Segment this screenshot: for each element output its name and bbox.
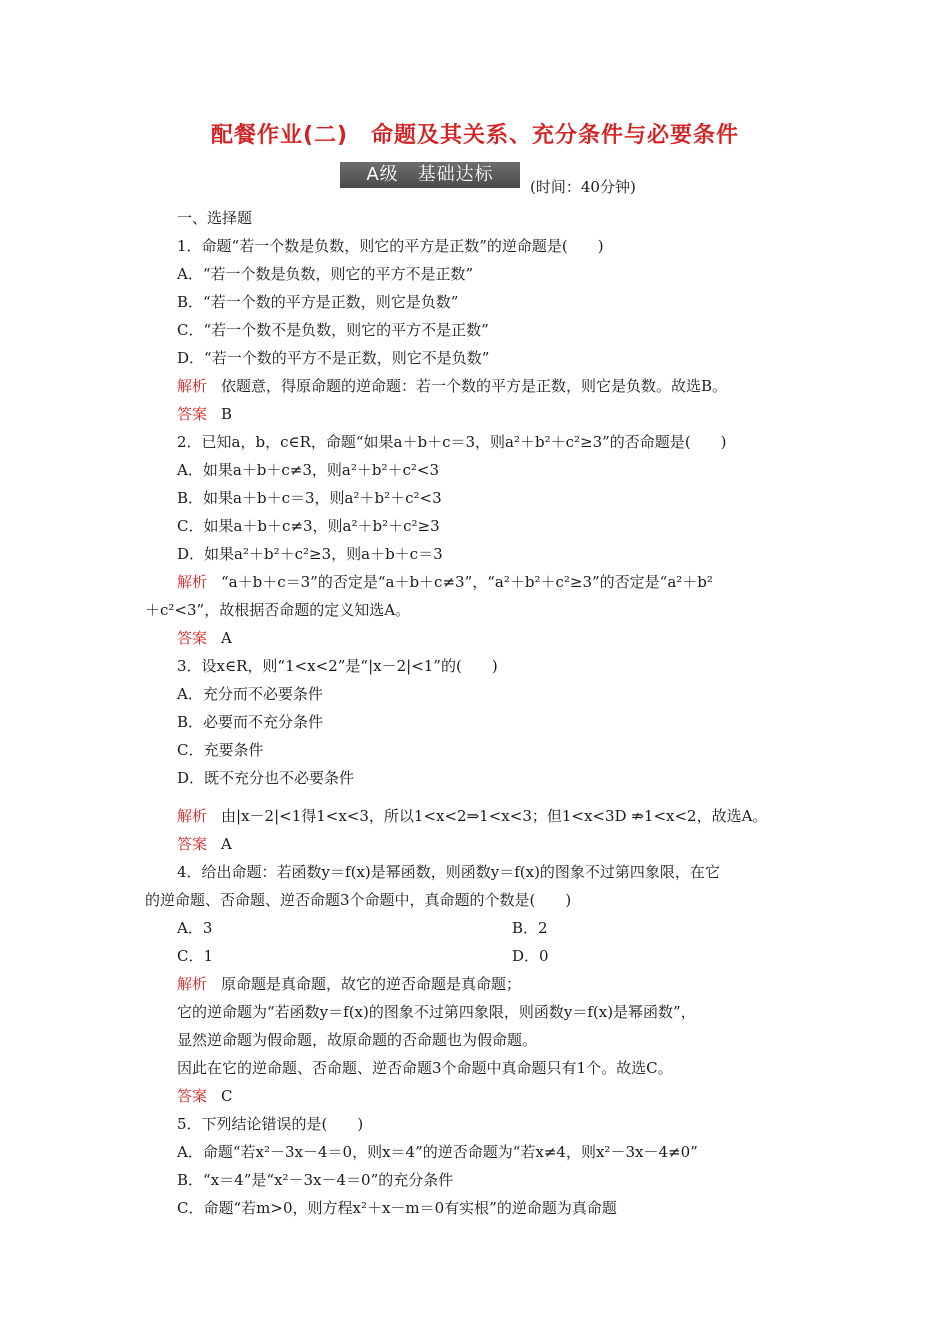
q4-stem: 4．给出命题：若函数y＝f(x)是幂函数，则函数y＝f(x)的图象不过第四象限，在它	[177, 863, 720, 881]
q4-option-a: A．3	[177, 919, 213, 937]
q2-option-a: A．如果a＋b＋c≠3，则a²＋b²＋c²<3	[177, 461, 439, 479]
q2-option-d: D．如果a²＋b²＋c²≥3，则a＋b＋c＝3	[177, 545, 443, 563]
q3-answer	[145, 830, 810, 858]
q3-option-a: A．充分而不必要条件	[177, 685, 323, 703]
question-list	[145, 204, 810, 1222]
q2-stem: 2．已知a，b，c∈R，命题“如果a＋b＋c＝3，则a²＋b²＋c²≥3”的否命题是( )	[177, 433, 727, 451]
q2-option-b: B．如果a＋b＋c＝3，则a²＋b²＋c²<3	[177, 489, 442, 507]
q5-option-a: A．命题“若x²－3x－4＝0，则x＝4”的逆否命题为“若x≠4，则x²－3x－4≠0”	[177, 1143, 698, 1161]
q4-options-row-1	[145, 914, 810, 942]
q4-answer	[145, 1082, 810, 1110]
q3-stem: 3．设x∈R，则“1<x<2”是“|x－2|<1”的( )	[177, 657, 498, 675]
analysis-tag: 解析	[177, 573, 208, 591]
q2-answer	[145, 624, 810, 652]
q4-analysis-2: 它的逆命题为“若函数y＝f(x)的图象不过第四象限，则函数y＝f(x)是幂函数”，	[177, 1003, 696, 1021]
q4-answer-value: C	[221, 1087, 233, 1105]
q3-option-d: D．既不充分也不必要条件	[177, 769, 355, 787]
q5-option-b: B．“x＝4”是“x²－3x－4＝0”的充分条件	[177, 1171, 454, 1189]
q3-option-c: C．充要条件	[177, 741, 264, 759]
q5-option-c: C．命题“若m>0，则方程x²＋x－m＝0有实根”的逆命题为真命题	[177, 1199, 617, 1217]
analysis-tag: 解析	[177, 807, 208, 825]
q4-analysis-3: 显然逆命题为假命题，故原命题的否命题也为假命题。	[177, 1031, 538, 1049]
q1-option-d: D．“若一个数的平方不是正数，则它不是负数”	[177, 349, 490, 367]
q1-analysis-text: 依题意，得原命题的逆命题：若一个数的平方是正数，则它是负数。故选B。	[221, 377, 728, 395]
q4-option-b: B．2	[512, 919, 548, 937]
q4-analysis-4: 因此在它的逆命题、否命题、逆否命题3个命题中真命题只有1个。故选C。	[177, 1059, 673, 1077]
analysis-tag: 解析	[177, 377, 208, 395]
q1-option-c: C．“若一个数不是负数，则它的平方不是正数”	[177, 321, 489, 339]
time-note: (时间：40分钟)	[530, 178, 636, 196]
q4-analysis	[145, 970, 810, 998]
q3-analysis	[145, 802, 810, 830]
answer-tag: 答案	[177, 405, 208, 423]
q4-stem-cont: 的逆命题、否命题、逆否命题3个命题中，真命题的个数是( )	[145, 891, 572, 909]
q4-options-row-2	[145, 942, 810, 970]
answer-tag: 答案	[177, 835, 208, 853]
analysis-tag: 解析	[177, 975, 208, 993]
q1-option-b: B．“若一个数的平方是正数，则它是负数”	[177, 293, 459, 311]
answer-tag: 答案	[177, 629, 208, 647]
q1-option-a: A．“若一个数是负数，则它的平方不是正数”	[177, 265, 474, 283]
q4-option-c: C．1	[177, 947, 214, 965]
q4-option-d: D．0	[512, 947, 549, 965]
q4-analysis-text-1: 原命题是真命题，故它的逆否命题是真命题；	[221, 975, 522, 993]
q2-analysis	[145, 568, 810, 596]
q1-analysis	[145, 372, 810, 400]
q2-analysis-cont: ＋c²<3”，故根据否命题的定义知选A。	[145, 601, 411, 619]
q3-option-b: B．必要而不充分条件	[177, 713, 324, 731]
answer-tag: 答案	[177, 1087, 208, 1105]
q2-answer-value: A	[221, 629, 232, 647]
q1-answer-value: B	[221, 405, 233, 423]
q3-analysis-text: 由|x－2|<1得1<x<3，所以1<x<2⇒1<x<3；但1<x<3D ⇏1<x<2，故选A。	[221, 807, 768, 825]
page-title: 配餐作业(二) 命题及其关系、充分条件与必要条件	[210, 123, 740, 148]
section-heading: 一、选择题	[177, 209, 253, 227]
q2-option-c: C．如果a＋b＋c≠3，则a²＋b²＋c²≥3	[177, 517, 440, 535]
q3-answer-value: A	[221, 835, 232, 853]
q1-stem: 1．命题“若一个数是负数，则它的平方是正数”的逆命题是( )	[177, 237, 604, 255]
q2-analysis-text-1: “a＋b＋c＝3”的否定是“a＋b＋c≠3”，“a²＋b²＋c²≥3”的否定是“a²＋b²	[221, 573, 713, 591]
q1-answer	[145, 400, 810, 428]
q5-stem: 5．下列结论错误的是( )	[177, 1115, 364, 1133]
level-badge: A级 基础达标	[340, 162, 520, 188]
